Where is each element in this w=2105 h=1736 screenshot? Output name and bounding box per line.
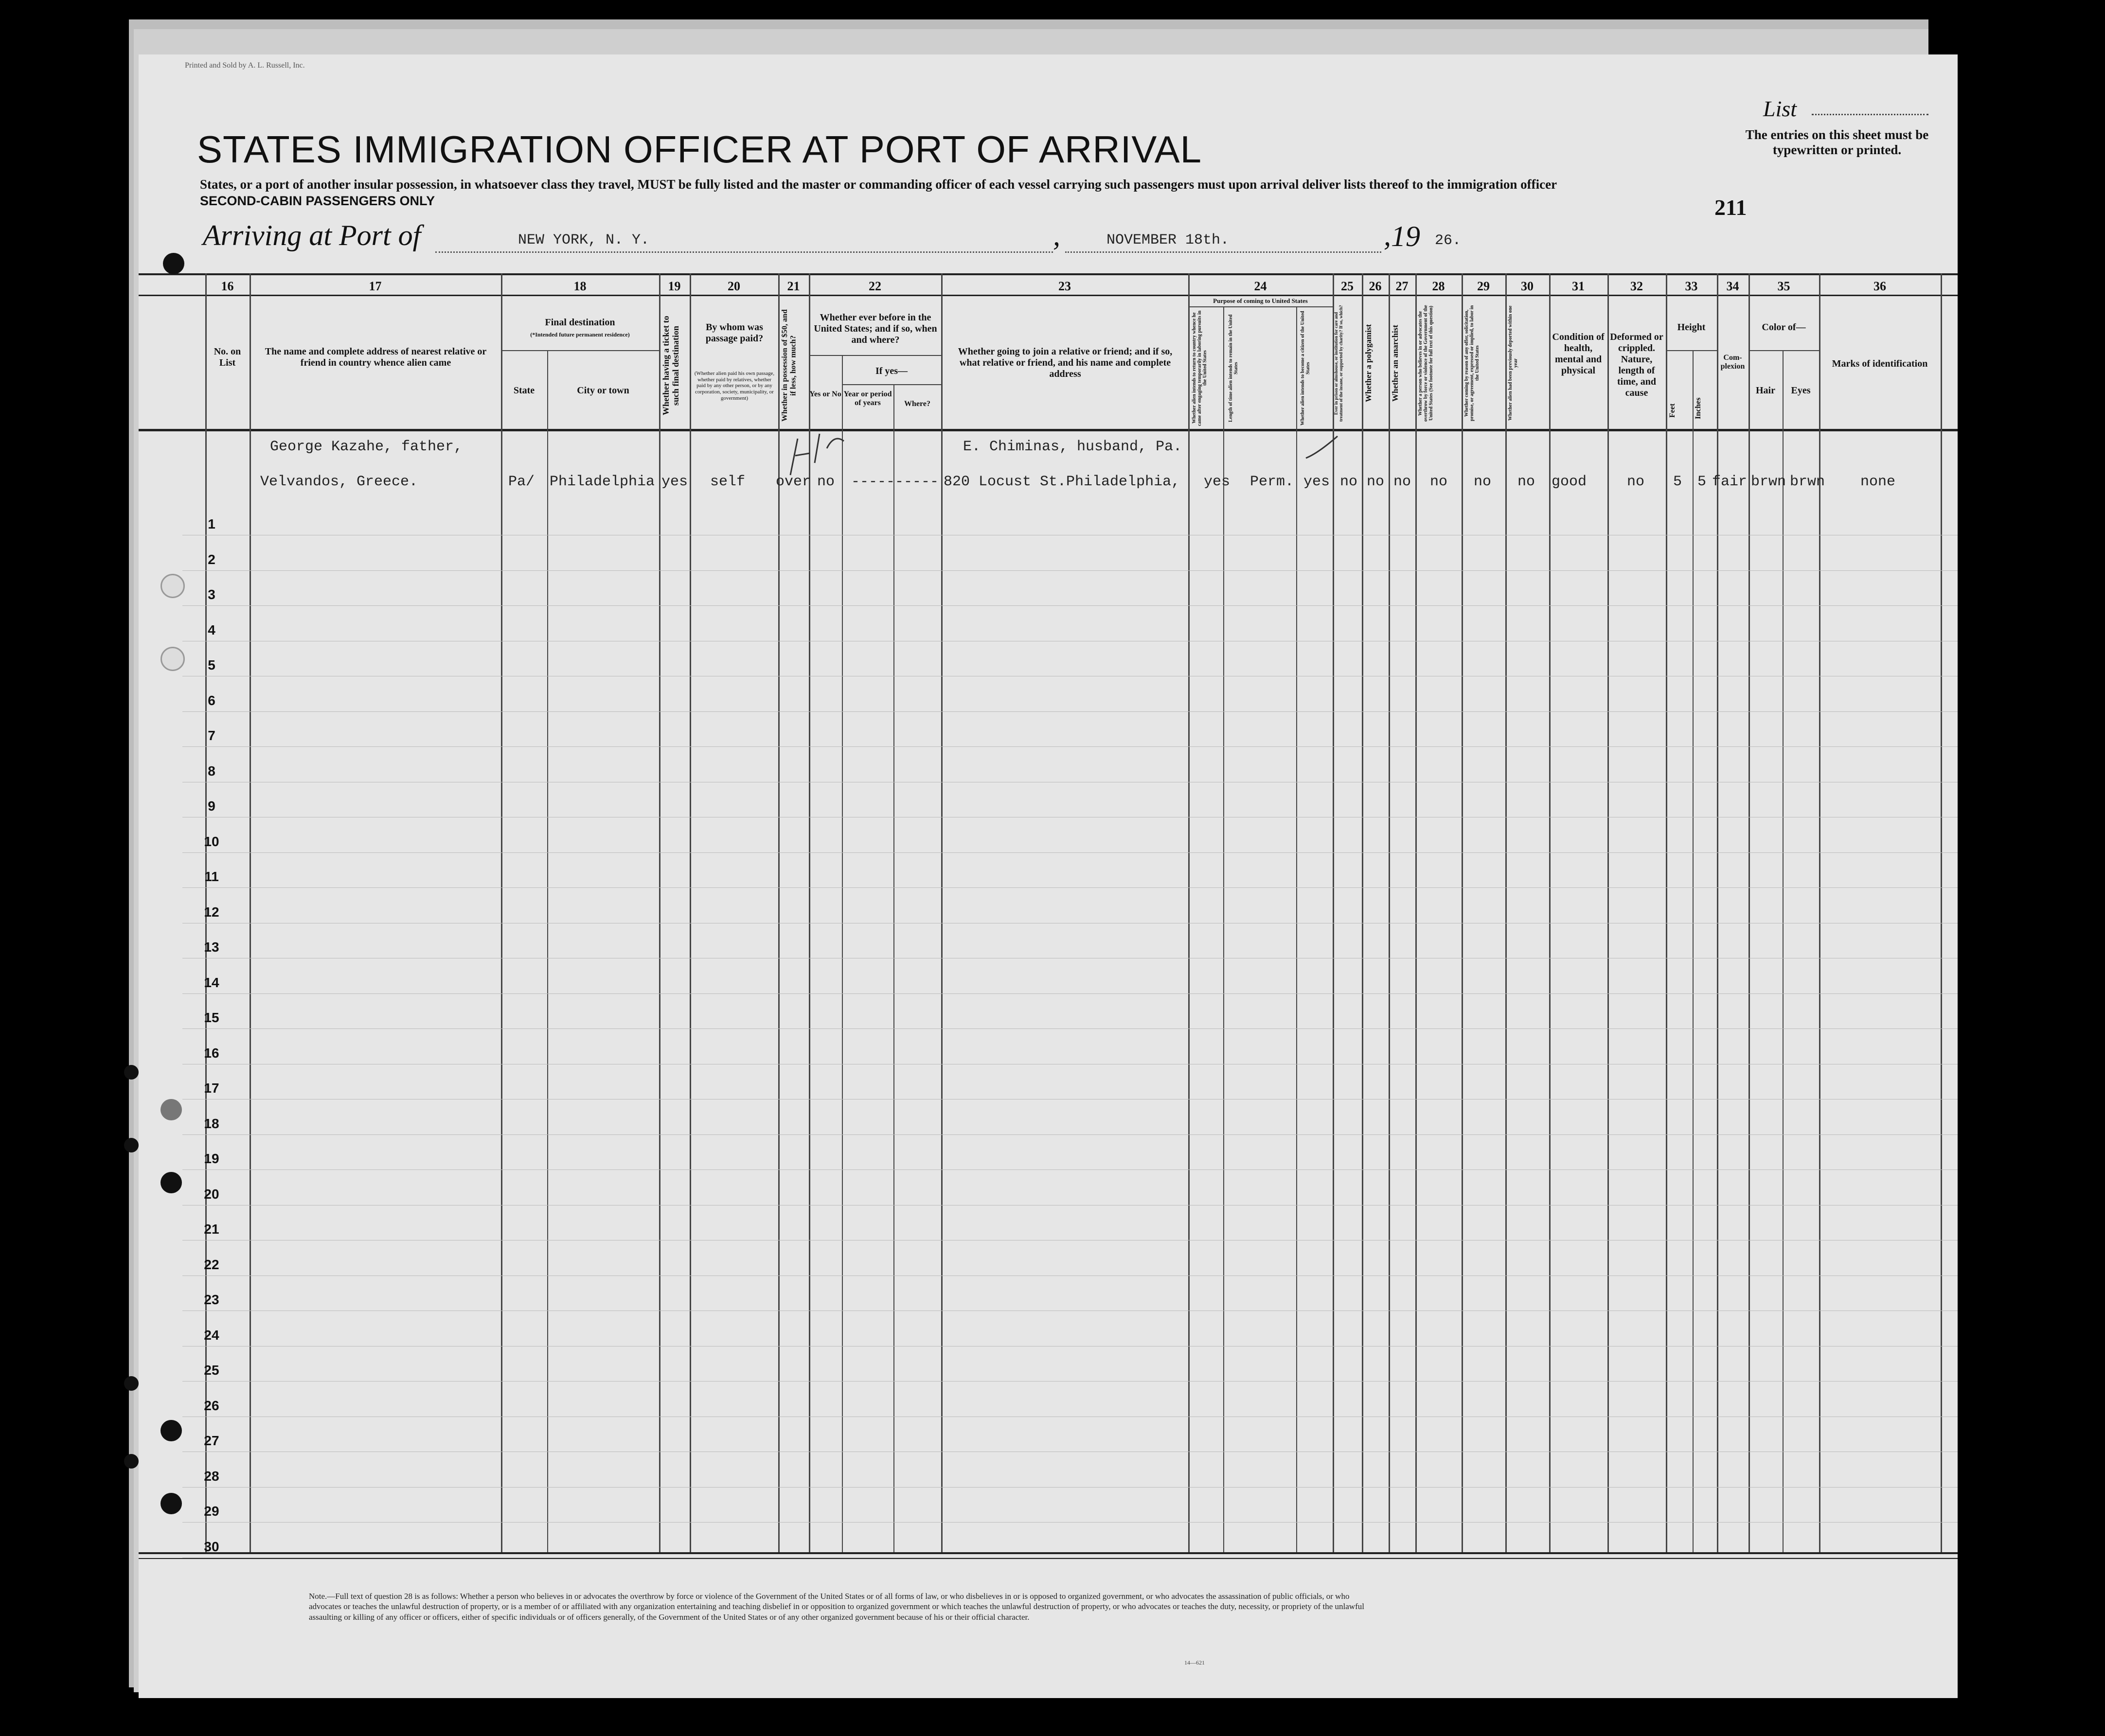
entry-feet: 5 <box>1673 474 1682 490</box>
header-nearest-relative: The name and complete address of nearest relative or friend in country whence alien came <box>265 346 487 368</box>
date-line <box>1065 251 1381 253</box>
row-line <box>182 852 1958 853</box>
entry-prison: no <box>1340 474 1358 490</box>
entry-passage: self <box>710 474 746 490</box>
row-number: 6 <box>208 692 215 708</box>
header-deformed: Deformed or crippled. Nature, length of time, and cause <box>1610 332 1663 398</box>
header-complexion: Com-plexion <box>1720 354 1745 371</box>
year-prefix: 19 <box>1391 220 1420 252</box>
row-number: 18 <box>204 1116 219 1131</box>
year-suffix: 26. <box>1435 232 1462 249</box>
entry-health: good <box>1552 474 1587 490</box>
row-number: 2 <box>208 551 215 567</box>
entry-deformed: no <box>1627 474 1645 490</box>
header-anarchist: Whether an anarchist <box>1391 324 1400 402</box>
row-number: 9 <box>208 798 215 814</box>
entry-hair: brwn <box>1751 474 1786 490</box>
header-purpose-citizen: Whether alien intends to become a citizen of the United States <box>1300 311 1311 425</box>
row-line <box>182 1169 1958 1170</box>
row-line <box>182 993 1958 994</box>
entry-q29: no <box>1474 474 1492 490</box>
relative-line-1: George Kazahe, father, <box>270 439 463 455</box>
header-q29: Whether coming by reason of any offer, solicitation, promise, or agreement, expressed or implied, to labor in the United States <box>1464 305 1480 422</box>
entry-polygamist: no <box>1367 474 1385 490</box>
header-inches: Inches <box>1694 397 1702 419</box>
row-number: 23 <box>204 1292 219 1307</box>
row-number: 30 <box>204 1539 219 1554</box>
list-label: List <box>1763 96 1797 121</box>
header-polygamist: Whether a polygamist <box>1364 324 1373 403</box>
row-number: 24 <box>204 1327 219 1343</box>
row-number: 14 <box>204 974 219 990</box>
entry-anarchist: no <box>1393 474 1411 490</box>
header-purpose-length: Length of time alien intends to remain in the United States <box>1228 314 1239 422</box>
row-number: 15 <box>204 1010 219 1025</box>
join-line-2: 820 Locust St.Philadelphia, <box>944 474 1180 490</box>
row-number: 21 <box>204 1222 219 1237</box>
intro-text: States, or a port of another insular possession, in whatsoever class they travel, MUST be fully listed and the master or commanding officer of each vessel carrying such passengers must upon arrival deliver lists thereof to the immigration officer <box>200 177 1557 192</box>
punch-hole <box>124 1376 139 1391</box>
row-number: 17 <box>204 1081 219 1096</box>
punch-hole <box>124 1138 139 1152</box>
header-passage: By whom was passage paid? <box>705 322 764 344</box>
row-number: 25 <box>204 1363 219 1378</box>
header-hair: Hair <box>1756 385 1775 396</box>
entry-purpose-return: yes <box>1204 474 1231 490</box>
row-number: 10 <box>204 833 219 849</box>
port-value: NEW YORK, N. Y. <box>518 232 650 248</box>
date-value: NOVEMBER 18th. <box>1106 232 1230 248</box>
header-condition: Condition of health, mental and physical <box>1552 332 1605 376</box>
header-feet: Feet <box>1668 403 1677 418</box>
list-number-line <box>1812 114 1928 115</box>
entry-possession: over <box>776 474 811 490</box>
page-title: STATES IMMIGRATION OFFICER AT PORT OF ARRIVAL <box>197 128 1202 171</box>
entry-citizen: yes <box>1303 474 1330 490</box>
port-line <box>435 251 1053 253</box>
header-passage-note: (Whether alien paid his own passage, whether paid by relatives, whether paid by any other person, or by any corporation, society, municipality, or government) <box>694 371 775 401</box>
header-prison: Ever in prison or almshouse, or institution for care and treatment of the insane, or supported by charity? If so, which? <box>1334 305 1343 422</box>
row-line <box>182 1134 1958 1135</box>
row-number: 13 <box>204 939 219 955</box>
entry-q28: no <box>1430 474 1448 490</box>
header-ticket: Whether having a ticket to such final destination <box>661 316 680 416</box>
row-line <box>182 1381 1958 1382</box>
relative-line-2: Velvandos, Greece. <box>260 474 418 490</box>
row-number: 19 <box>204 1151 219 1166</box>
row-number: 3 <box>208 587 215 602</box>
row-number: 16 <box>204 1045 219 1061</box>
punch-hole <box>163 253 184 274</box>
header-q28: Whether a person who believes in or advocates the overthrow by force or violence of the Government of the United States (See footnote for full text of this question) <box>1418 305 1434 422</box>
row-number: 28 <box>204 1468 219 1484</box>
header-year-period: Year or period of years <box>843 390 892 407</box>
punch-hole <box>124 1065 139 1080</box>
punch-hole <box>161 647 185 671</box>
punch-hole <box>161 574 185 598</box>
entry-inches: 5 <box>1697 474 1707 490</box>
header-state: State <box>513 385 535 396</box>
row-number: 1 <box>208 516 215 531</box>
header-purpose-return: Whether alien intends to return to country whence he came after engaging temporarily in laboring pursuits in the United States <box>1192 310 1208 426</box>
page-number: 211 <box>1714 195 1747 220</box>
header-eyes: Eyes <box>1791 385 1811 396</box>
row-number: 20 <box>204 1186 219 1202</box>
row-number: 26 <box>204 1398 219 1413</box>
header-final-destination: Final destination <box>545 317 615 328</box>
printer-imprint: Printed and Sold by A. L. Russell, Inc. <box>185 61 305 70</box>
row-line <box>182 746 1958 747</box>
punch-hole <box>161 1493 182 1514</box>
row-line <box>182 1275 1958 1276</box>
row-line <box>182 1522 1958 1523</box>
row-line <box>182 1028 1958 1029</box>
entry-q30: no <box>1517 474 1535 490</box>
entry-length: Perm. <box>1250 474 1294 490</box>
header-purpose: Purpose of coming to United States <box>1213 297 1308 304</box>
form-code: 14—621 <box>1184 1659 1205 1666</box>
manifest-page: Printed and Sold by A. L. Russell, Inc. STATES IMMIGRATION OFFICER AT PORT OF ARRIVAL States, or a port of another insular possession, in whatsoever class they travel, MUST be fully listed and the master or commanding officer of each vessel carrying such passengers must upon arrival deliver lists thereof to the immigration officer SECOND-CABIN PASSENGERS ONLY List The entries on this sheet must be typewritten or printed. 211 Arriving at Port of NEW YORK, N. Y. , NOVEMBER 18th. , 19 26. 16 17 18 19 20 21 22 23 24 25 26 27 28 29 30 31 32 33 34 35 36 No. on List The name and complete address of nearest relative or friend in country whence alien came Final destination (*Intended future permanent residence) State City or town Whether having a ticket to such final destination By whom was passage paid? (Whether alien paid his own passage, whether paid by relatives, whether paid by any other person, or by any corporation, society, municipality, or government) Whether in possession of $50, and if less, how much? Whether ever before in the United States; and if so, when and where? Yes or No If yes— Year or period of years Where? Whether going to join a relative or friend; and if so, what relative or friend, and his name and complete address Purpose of coming to United States Whether alien intends to return to country whence he came after engaging temporarily in laboring pursuits in the United States Length of time alien intends to remain in the United States Whether alien intends to become a citizen of the United States Ever in prison or almshouse, or institution for care and treatment of the insane, or supported by charity? If so, which? Whether a polygamist Whether an anarchist Whether a person who believes in or advocates the overthrow by force or violence of the Government of the United States (See footnote for full text of this question) Whether coming by reason of any offer, solicitation, promise, or agreement, expressed or implied, to labor in the United States Whether alien had been previously deported within one year Condition of health, mental and physical Deformed or crippled. Nature, length of time, and cause Height Feet Inches Com-plexion Color of— Hair Eyes Marks of identification 1 2 3 4 5 6 7 8 9 10 11 12 13 14 15 16 17 18 19 20 21 22 23 24 25 26 27 28 29 30 George Kazahe, father, Velvandos, Greece. Pa/ Philadelphia yes self over no ---------- E. Chiminas, husband, Pa. 820 Locust St.Philadelphia, yes Perm. yes no no no no no no good no 5 5 fair brwn brwn none Note.—Full text of question 28 is as follows: Whether a person who believes in or advocates the overthrow by force or violence of the Government of the United States or of all forms of law, or who disbelieves in or is opposed to organized government, or who advocates the assassination of public officials, or who advocates or teaches the unlawful destruction of property, or is a member of or affiliated with any organization entertaining and teaching disbelief in or opposition to organized government or which teaches the unlawful destruction of property, or who advocates or teaches the duty, necessity, or propriety of the unlawful assaulting or killing of any officer or officers, either of specific individuals or of officers generally, of the Government of the United States or of any other organized government because of his or their official character. 14—621 <box>139 54 1958 1698</box>
row-number: 8 <box>208 763 215 779</box>
row-line <box>182 570 1958 571</box>
header-city: City or town <box>577 385 629 396</box>
header-no-on-list: No. on List <box>214 346 241 368</box>
entry-eyes: brwn <box>1790 474 1825 490</box>
row-number: 7 <box>208 728 215 743</box>
punch-hole <box>124 1454 139 1469</box>
row-number: 12 <box>204 904 219 920</box>
handwritten-mark <box>781 429 854 482</box>
row-line <box>182 887 1958 888</box>
header-possession: Whether in possession of $50, and if less, how much? <box>781 309 798 422</box>
row-number: 5 <box>208 657 215 673</box>
entry-complexion: fair <box>1712 474 1748 490</box>
row-number: 29 <box>204 1504 219 1519</box>
punch-hole <box>161 1172 182 1193</box>
row-line <box>182 605 1958 606</box>
header-ever-before: Whether ever before in the United States; and if so, when and where? <box>814 312 937 345</box>
passenger-class: SECOND-CABIN PASSENGERS ONLY <box>200 194 435 208</box>
entry-city: Philadelphia <box>550 474 655 490</box>
entry-ever-before: no <box>817 474 835 490</box>
row-number: 11 <box>204 869 219 884</box>
row-line <box>182 1487 1958 1488</box>
arriving-label: Arriving at Port of <box>203 219 421 251</box>
row-line <box>182 711 1958 712</box>
typewritten-note: The entries on this sheet must be typewritten or printed. <box>1745 127 1929 158</box>
header-marks: Marks of identification <box>1832 358 1928 369</box>
punch-hole <box>161 1099 182 1120</box>
entry-ticket: yes <box>661 474 688 490</box>
row-number: 22 <box>204 1257 219 1272</box>
entry-ever-before-dash: ---------- <box>851 474 939 490</box>
header-if-yes: If yes— <box>875 366 908 376</box>
punch-hole <box>161 1420 182 1441</box>
footnote: Note.—Full text of question 28 is as follows: Whether a person who believes in or advocates the overthrow by force or violence of the Government of the United States or of all forms of law, or who disbelieves in or is opposed to organized government, or who advocates the assassination of public officials, or who advocates or teaches the unlawful destruction of property, or is a member of or affiliated with any organization entertaining and teaching disbelief in or opposition to organized government or which teaches the unlawful destruction of property, or who advocates or teaches the duty, necessity, or propriety of the unlawful assaulting or killing of any officer or officers, either of specific individuals or of officers generally, of the Government of the United States or of any other organized government because of his or their official character. <box>309 1592 1364 1622</box>
row-number: 4 <box>208 622 215 638</box>
header-q30: Whether alien had been previously deported within one year <box>1508 305 1518 421</box>
header-yes-no: Yes or No <box>809 390 841 398</box>
entry-marks: none <box>1860 474 1896 490</box>
header-final-destination-note: (*Intended future permanent residence) <box>530 331 630 338</box>
header-join-relative: Whether going to join a relative or friend; and if so, what relative or friend, and his name and complete address <box>958 346 1173 379</box>
join-line-1: E. Chiminas, husband, Pa. <box>963 439 1182 455</box>
header-height: Height <box>1677 322 1706 333</box>
header-where: Where? <box>904 400 930 408</box>
header-color-of: Color of— <box>1762 322 1806 333</box>
row-number: 27 <box>204 1433 219 1448</box>
entry-state: Pa/ <box>508 474 535 490</box>
handwritten-check <box>1303 434 1342 463</box>
